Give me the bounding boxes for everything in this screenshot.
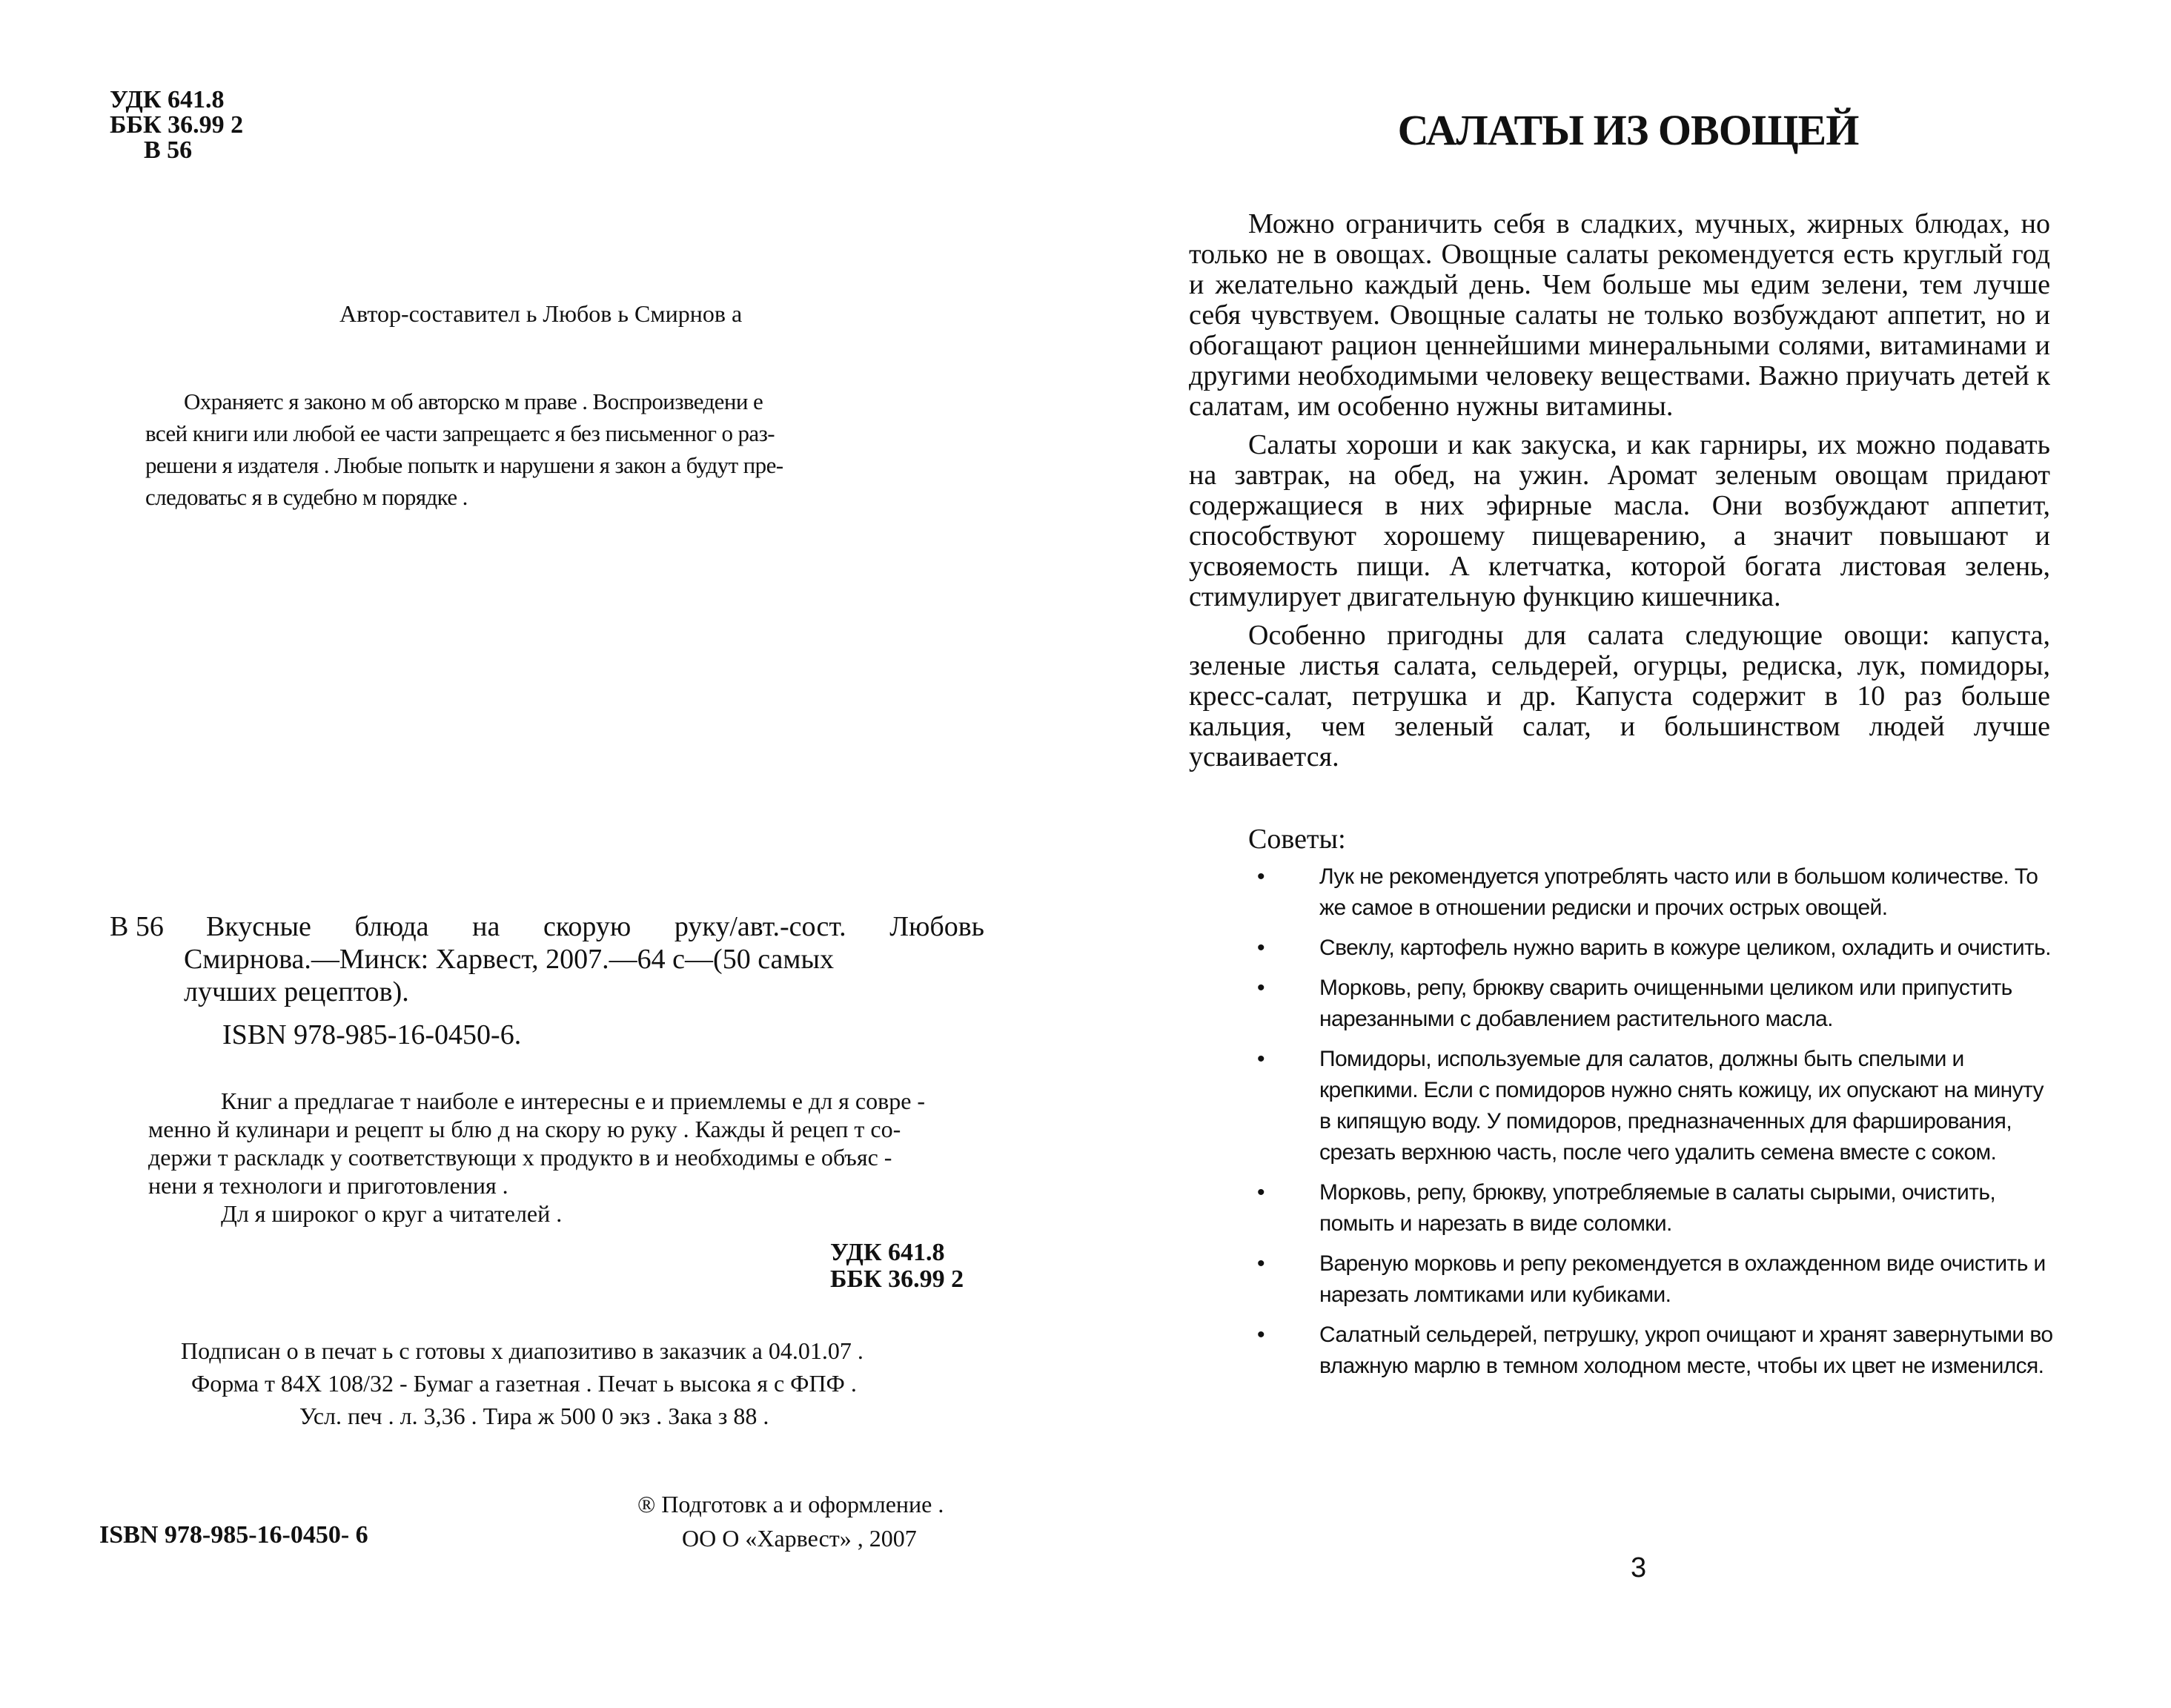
annotation-line: Дл я широког о круг а читателей .: [221, 1200, 563, 1227]
preparation-credit: [637, 1487, 944, 1555]
bullet-icon: •: [1257, 936, 1265, 960]
tip-text: Помидоры, используемые для салатов, должны быть спелыми и крепкими. Если с помидоров нужно снять кожицу, их опускают на минуту в кипящую воду. У помидоров, предназначенных для фарширования, срезать верхнюю часть, после чего удалить семена вместе с соком.: [1319, 1047, 2044, 1165]
annotation: [148, 1087, 1045, 1228]
tip-text: Салатный сельдерей, петрушку, укроп очищают и хранят завернутыми во влажную марлю в темном холодном месте, чтобы их цвет не изменился.: [1319, 1323, 2053, 1378]
copyright-line: следоватьс я в судебно м порядке .: [145, 484, 468, 510]
tips-list: [1250, 861, 2058, 1391]
bib-code: В 56: [110, 911, 164, 942]
annotation-line: менно й кулинари и рецепт ы блю д на скору ю руку . Кажды й рецеп т со-: [148, 1116, 901, 1142]
tip-item: [1250, 933, 2058, 964]
annotation-line: держи т раскладк у соответствующи х продукто в и необходимы е объяс -: [148, 1144, 892, 1171]
tip-text: Морковь, репу, брюкву, употребляемые в салаты сырыми, очистить, помыть и нарезать в виде соломки.: [1319, 1180, 1996, 1236]
preparation-line: ® Подготовк а и оформление .: [637, 1491, 944, 1517]
classification-codes-top: [110, 87, 243, 163]
print-info-line: Подписан о в печат ь с готовы х диапозитиво в заказчик а 04.01.07 .: [181, 1337, 864, 1364]
bullet-icon: •: [1257, 976, 1265, 1000]
body-text: [1189, 209, 2050, 781]
right-page: [1085, 0, 2171, 1708]
copyright-line: Охраняетс я законо м об авторско м праве . Воспроизведени е: [184, 388, 763, 414]
tip-text: Морковь, репу, брюкву сварить очищенными целиком или припустить нарезанными с добавлением растительного масла.: [1319, 976, 2012, 1031]
print-info: [181, 1334, 1033, 1432]
author-line: Автор-составител ь Любов ь Смирнов а: [339, 300, 743, 327]
bullet-icon: •: [1257, 864, 1265, 889]
annotation-line: Книг а предлагае т наиболе е интересны е и приемлемы е дл я совре -: [221, 1088, 926, 1114]
bullet-icon: •: [1257, 1047, 1265, 1071]
paragraph: Салаты хороши и как закуска, и как гарниры, их можно подавать на завтрак, на обед, на ужин. Аромат зеленым овощам придают содержащиеся в них эфирные масла. Они возбуждают аппетит, способствуют хорошему пищеварению, а значит повышают и усвояемость пищи. А клетчатка, которой богата листовая зелень, стимулирует двигательную функцию кишечника.: [1189, 429, 2050, 612]
isbn-entry: ISBN 978-985-16-0450-6.: [222, 1019, 522, 1050]
tip-item: [1250, 1044, 2058, 1168]
tip-item: [1250, 1320, 2058, 1382]
udk-code: УДК 641.8: [110, 86, 225, 113]
bullet-icon: •: [1257, 1251, 1265, 1276]
copyright-line: решени я издателя . Любые попытк и нарушени я закон а будут пре-: [145, 452, 783, 478]
bib-line: лучших рецептов).: [184, 976, 409, 1007]
chapter-title: САЛАТЫ ИЗ ОВОЩЕЙ: [1397, 106, 1859, 154]
tip-text: Свеклу, картофель нужно варить в кожуре целиком, охладить и очистить.: [1319, 936, 2051, 960]
paragraph: Можно ограничить себя в сладких, мучных, жирных блюдах, но только не в овощах. Овощные салаты рекомендуется есть круглый год и желательно каждый день. Чем больше мы едим зелени, тем лучше себя чувствуем. Овощные салаты не только возбуждают аппетит, но и обогащают рацион ценнейшими минеральными солями, витаминами и другими необходимыми человеку веществами. Важно приучать детей к салатам, им особенно нужны витамины.: [1189, 208, 2050, 422]
page-number: 3: [1631, 1552, 1647, 1583]
paragraph: Особенно пригодны для салата следующие овощи: капуста, зеленые листья салата, сельдерей, огурцы, редиска, лук, помидоры, кресс-салат, петрушка и др. Капуста содержит в 10 раз больше кальция, чем зеленый салат, и большинством людей лучше усваивается.: [1189, 620, 2050, 772]
tip-text: Лук не рекомендуется употреблять часто или в большом количестве. То же самое в отношении редиски и прочих острых овощей.: [1319, 864, 2038, 920]
copyright-notice: [145, 385, 916, 513]
print-info-line: Форма т 84Х 108/32 - Бумаг а газетная . Печат ь высока я с ФПФ .: [191, 1370, 857, 1397]
left-page: [0, 0, 1085, 1708]
bbk-code: ББК 36.99 2: [830, 1265, 964, 1293]
annotation-line: нени я технологи и приготовления .: [148, 1172, 508, 1199]
author-mark-code: В 56: [144, 136, 193, 164]
tips-heading: Советы:: [1248, 824, 1346, 855]
print-info-line: Усл. печ . л. 3,36 . Тира ж 500 0 экз . Зака з 88 .: [299, 1403, 769, 1429]
bullet-icon: •: [1257, 1180, 1265, 1205]
bib-line: Вкусные блюда на скорую руку/авт.-сост. Любовь: [206, 911, 984, 942]
bbk-code: ББК 36.99 2: [110, 111, 244, 139]
udk-code: УДК 641.8: [830, 1239, 945, 1266]
tip-item: [1250, 973, 2058, 1035]
bullet-icon: •: [1257, 1323, 1265, 1347]
preparation-line: ОО О «Харвест» , 2007: [682, 1525, 917, 1552]
bibliographic-entry: [110, 910, 984, 1008]
copyright-line: всей книги или любой ее части запрещаетс я без письменног о раз-: [145, 420, 775, 446]
bib-line: Смирнова.—Минск: Харвест, 2007.—64 с—(50 самых: [184, 944, 834, 975]
tip-text: Вареную морковь и репу рекомендуется в охлажденном виде очистить и нарезать ломтиками или кубиками.: [1319, 1251, 2046, 1307]
isbn-bottom: ISBN 978-985-16-0450- 6: [99, 1521, 368, 1549]
tip-item: [1250, 1177, 2058, 1239]
classification-codes-bottom: [830, 1239, 964, 1293]
tip-item: [1250, 1248, 2058, 1311]
tip-item: [1250, 861, 2058, 924]
